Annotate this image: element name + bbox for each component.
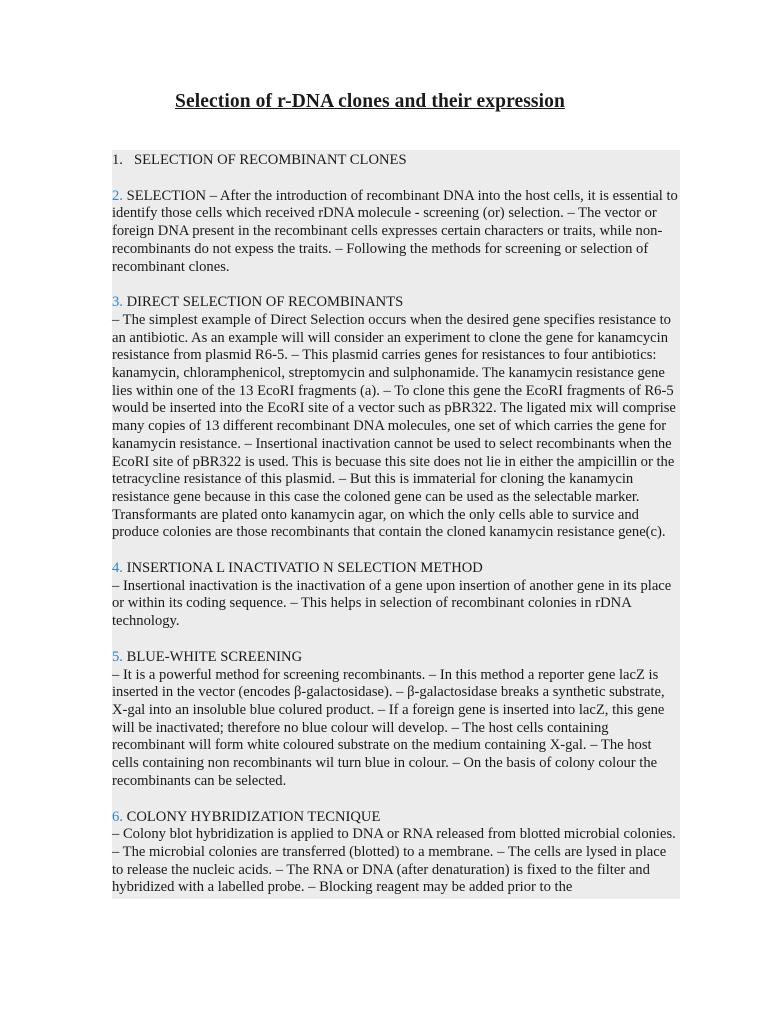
section-5-number: 5. bbox=[112, 648, 123, 665]
section-5-body: – It is a powerful method for screening recombinants. – In this method a reporter gene lacZ is inserted in the vector (encodes β-galactosidase). – β-galactosidase breaks a synthetic substrate, X-gal into an insoluble blue colured product. – If a foreign gene is inserted into lacZ, this gene will be inactivated; therefore no blue colour will develop. – The host cells containing recombinant will form white coloured substrate on the medium containing X-gal. – The host cells containing non recombinants wil turn blue in colour. – On the basis of colony colour the recombinants can be selected. bbox=[112, 666, 665, 789]
section-5-heading-line bbox=[112, 649, 680, 667]
section-1-heading bbox=[112, 150, 680, 170]
section-3-heading-line bbox=[112, 294, 680, 312]
section-2-text bbox=[112, 188, 680, 277]
section-6-number: 6. bbox=[112, 808, 123, 825]
section-4-number: 4. bbox=[112, 560, 123, 577]
section-2-heading: SELECTION bbox=[126, 187, 207, 204]
section-5 bbox=[112, 649, 680, 791]
section-5-heading: BLUE-WHITE SCREENING bbox=[126, 648, 303, 665]
section-6 bbox=[112, 809, 680, 898]
section-3-body: – The simplest example of Direct Selection occurs when the desired gene specifies resistance to an antibiotic. As an example will will consider an experiment to clone the gene for kanamcycin resistance from plasmid R6-5. – This plasmid carries genes for resistances to four antibiotics: kanamycin, chloramphenicol, streptomycin and sulphonamide. The kanamycin resistance gene lies within one of the 13 EcoRI fragments (a). – To clone this gene the EcoRI fragments of R6-5 would be inserted into the EcoRI site of a vector such as pBR322. The ligated mix will comprise many copies of 13 different recombinant DNA molecules, one set of which carries the gene for kanamycin resistance. – Insertional inactivation cannot be used to select recombinants when the EcoRI site of pBR322 is used. This is becuase this site does not lie in either the ampicillin or the tetracycline resistance of this plasmid. – But this is immaterial for cloning the kanamycin resistance gene because in this case the coloned gene can be used as the selectable marker. Transformants are plated onto kanamycin agar, on which the only cells able to survice and produce colonies are those recombinants that contain the cloned kanamycin resistance gene(c). bbox=[112, 311, 676, 541]
document-title: Selection of r-DNA clones and their expression bbox=[175, 91, 565, 112]
section-4-body: – Insertional inactivation is the inactivation of a gene upon insertion of another gene in its place or within its coding sequence. – This helps in selection of recombinant colonies in rDNA technology. bbox=[112, 577, 672, 630]
section-6-heading: COLONY HYBRIDIZATION TECNIQUE bbox=[126, 808, 381, 825]
section-6-body: – Colony blot hybridization is applied to DNA or RNA released from blotted microbial colonies. – The microbial colonies are transferred (blotted) to a membrane. – The cells are lysed in place to release the nucleic acids. – The RNA or DNA (after denaturation) is fixed to the filter and hybridized with a labelled probe. – Blocking reagent may be added prior to the bbox=[112, 826, 676, 896]
section-4 bbox=[112, 560, 680, 631]
section-6-heading-line bbox=[112, 809, 680, 827]
section-4-heading-line bbox=[112, 560, 680, 578]
section-1-title: SELECTION OF RECOMBINANT CLONES bbox=[134, 152, 407, 168]
section-2-body: – After the introduction of recombinant DNA into the host cells, it is essential to identify those cells which received rDNA molecule - screening (or) selection. – The vector or foreign DNA present in the recombinant cells expresses certain characters or traits, while non-recombinants do not expess the traits. – Following the methods for screening or selection of recombinant clones. bbox=[112, 187, 678, 275]
section-3-heading: DIRECT SELECTION OF RECOMBINANTS bbox=[126, 294, 404, 311]
document-body bbox=[112, 150, 680, 899]
section-2-number: 2. bbox=[112, 187, 123, 204]
section-3-number: 3. bbox=[112, 294, 123, 311]
section-1-number: 1. bbox=[112, 152, 123, 168]
section-4-heading: INSERTIONA L INACTIVATIO N SELECTION METHOD bbox=[126, 560, 483, 577]
section-3 bbox=[112, 294, 680, 542]
section-2 bbox=[112, 188, 680, 277]
